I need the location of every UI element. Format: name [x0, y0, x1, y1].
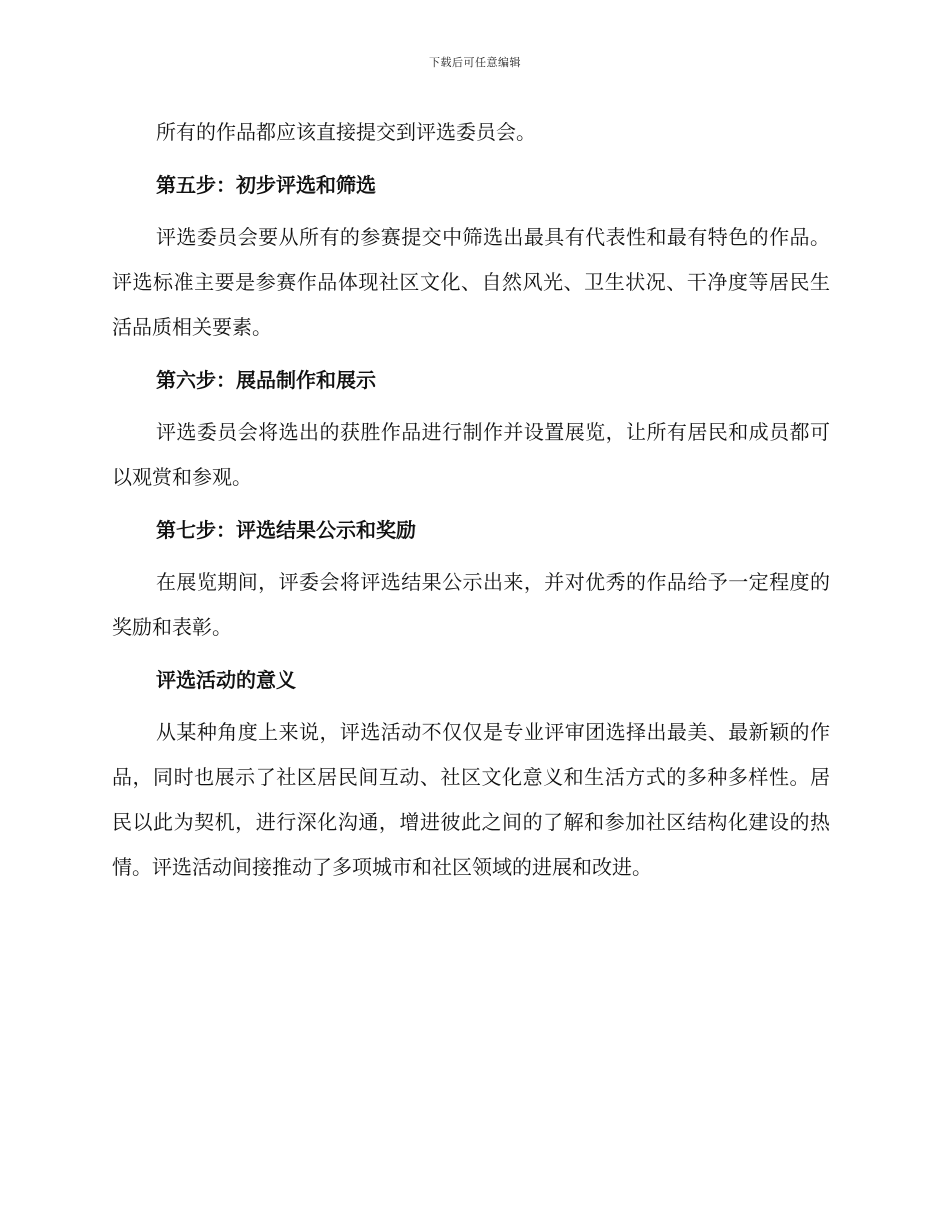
heading-significance: 评选活动的意义 [156, 668, 296, 692]
header-note: 下载后可任意编辑 [429, 56, 521, 69]
paragraph-step-six: 评选委员会将选出的获胜作品进行制作并设置展览，让所有居民和成员都可以观赏和参观。 [112, 420, 830, 489]
paragraph-significance: 从某种角度上来说，评选活动不仅仅是专业评审团选择出最美、最新颖的作品，同时也展示了社区居民间互动、社区文化意义和生活方式的多种多样性。居民以此为契机，进行深化沟通，增进彼此之间的了解和参加社区结构化建设的热情。评选活动间接推动了多项城市和社区领域的进展和改进。 [112, 720, 830, 879]
paragraph-submission: 所有的作品都应该直接提交到评选委员会。 [156, 120, 536, 144]
paragraph-step-five: 评选委员会要从所有的参赛提交中筛选出最具有代表性和最有特色的作品。评选标准主要是参赛作品体现社区文化、自然风光、卫生状况、干净度等居民生活品质相关要素。 [112, 225, 830, 339]
heading-step-seven: 第七步：评选结果公示和奖励 [156, 518, 416, 542]
document-body [112, 110, 830, 890]
paragraph-step-seven: 在展览期间，评委会将评选结果公示出来，并对优秀的作品给予一定程度的奖励和表彰。 [112, 570, 830, 639]
heading-step-five: 第五步：初步评选和筛选 [156, 173, 376, 197]
heading-step-six: 第六步：展品制作和展示 [156, 368, 376, 392]
